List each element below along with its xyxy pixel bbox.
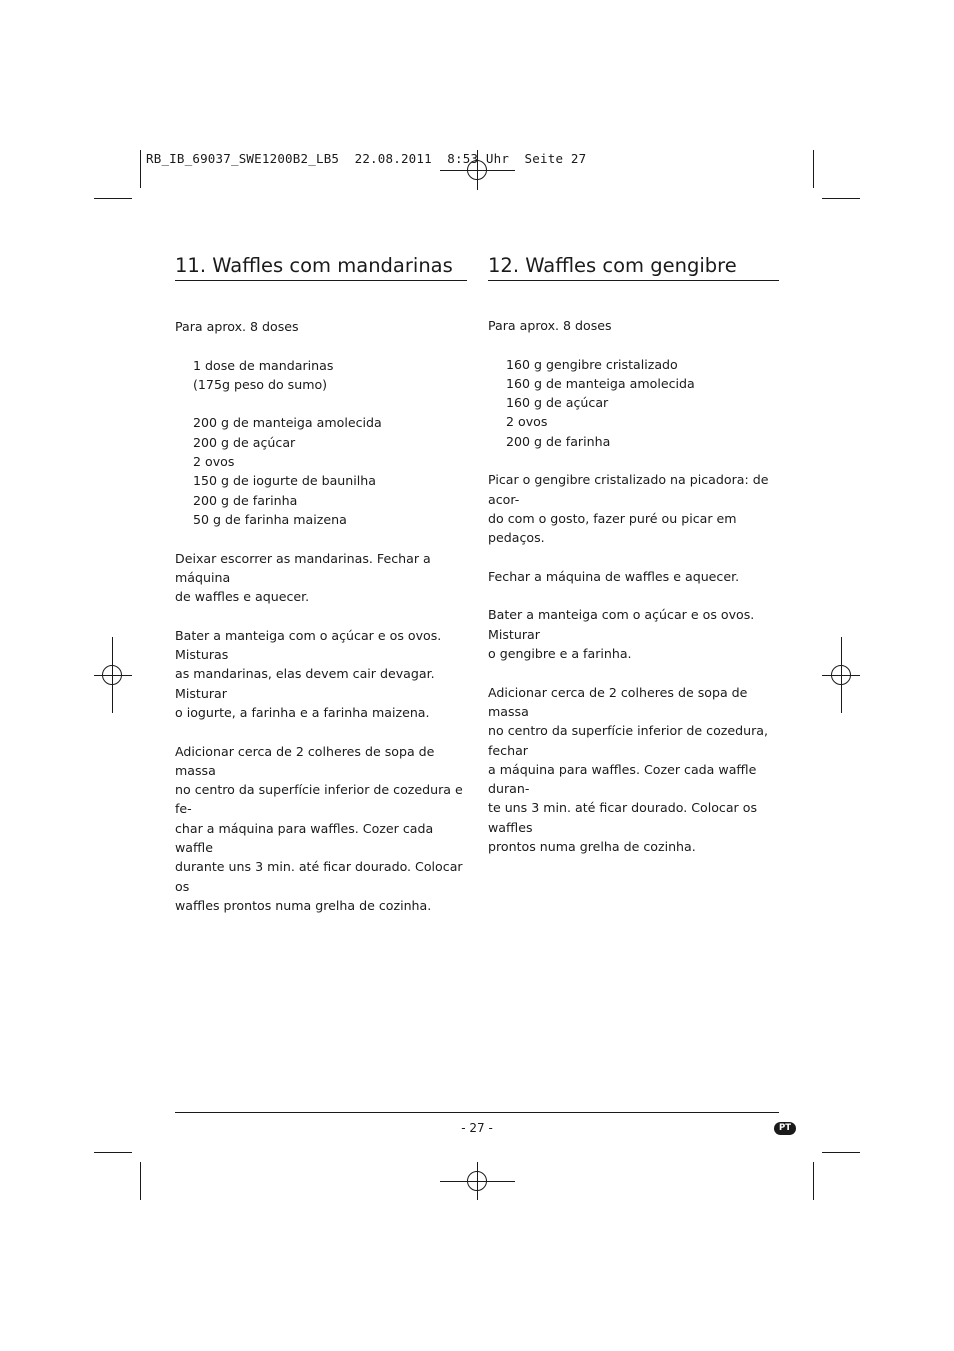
step-line: as mandarinas, elas devem cair devagar. Misturar (175, 666, 435, 701)
step-line: Bater a manteiga com o açúcar e os ovos. Misturar (488, 607, 755, 642)
step-line: Deixar escorrer as mandarinas. Fechar a máquina (175, 550, 431, 585)
ingredient: 200 g de farinha (506, 433, 611, 449)
crop-mark (813, 1162, 814, 1200)
step-line: waffles prontos numa grelha de cozinha. (175, 897, 432, 913)
heading-number: 12. (488, 254, 520, 277)
ingredient: 2 ovos (193, 454, 235, 470)
ingredient: 160 g de manteiga amolecida (506, 375, 695, 391)
page-number: - 27 - (461, 1121, 493, 1135)
ingredient: 1 dose de mandarinas (193, 357, 334, 373)
step-line: Adicionar cerca de 2 colheres de sopa de massa (488, 684, 748, 719)
ingredient: (175g peso do sumo) (193, 376, 328, 392)
recipe-11 (175, 256, 467, 915)
crop-mark (94, 198, 132, 199)
heading-text: Waffles com gengibre (525, 254, 737, 277)
crop-mark (822, 1152, 860, 1153)
step-line: do com o gosto, fazer puré ou picar em pedaços. (488, 510, 737, 546)
step-line: Picar o gengibre cristalizado na picadora: de acor- (488, 472, 769, 507)
step-line: Fechar a máquina de waffles e aquecer. (488, 568, 740, 584)
ingredient: 2 ovos (506, 414, 548, 430)
ingredient: 200 g de farinha (193, 492, 298, 508)
step-line: Bater a manteiga com o açúcar e os ovos. Misturas (175, 627, 442, 663)
print-slug: RB_IB_69037_SWE1200B2_LB5 22.08.2011 8:53 Uhr Seite 27 (146, 151, 587, 166)
step-line: no centro da superfície inferior de cozedura, fechar (488, 723, 769, 758)
recipe-11-heading (175, 256, 467, 281)
step-line: o gengibre e a farinha. (488, 646, 632, 662)
ingredient: 160 g de açúcar (506, 395, 609, 411)
heading-text: Waffles com mandarinas (212, 254, 453, 277)
footer-rule (175, 1112, 779, 1113)
yield: Para aprox. 8 doses (175, 319, 299, 334)
crop-mark (813, 150, 814, 188)
step-line: te uns 3 min. até ficar dourado. Colocar os waffles (488, 800, 758, 835)
heading-number: 11. (175, 254, 207, 277)
step-line: a máquina para waffles. Cozer cada waffle duran- (488, 761, 757, 797)
ingredient: 150 g de iogurte de baunilha (193, 473, 376, 489)
yield: Para aprox. 8 doses (488, 318, 612, 333)
step-line: de waffles e aquecer. (175, 589, 310, 605)
ingredient: 50 g de farinha maizena (193, 511, 347, 527)
ingredient: 160 g gengibre cristalizado (506, 356, 678, 372)
step-line: o iogurte, a farinha e a farinha maizena. (175, 704, 430, 720)
recipe-12-heading (488, 256, 779, 281)
crop-mark (822, 198, 860, 199)
step-line: Adicionar cerca de 2 colheres de sopa de massa (175, 743, 435, 778)
step-line: prontos numa grelha de cozinha. (488, 839, 696, 855)
recipe-12 (488, 256, 779, 856)
crop-mark (140, 1162, 141, 1200)
step-line: durante uns 3 min. até ficar dourado. Colocar os (175, 859, 463, 894)
ingredient: 200 g de manteiga amolecida (193, 415, 382, 431)
step-line: char a máquina para waffles. Cozer cada waffle (175, 820, 434, 856)
ingredient: 200 g de açúcar (193, 434, 296, 450)
language-badge: PT (774, 1122, 796, 1135)
step-line: no centro da superfície inferior de cozedura e fe- (175, 782, 463, 817)
crop-mark (140, 150, 141, 188)
crop-mark (94, 1152, 132, 1153)
